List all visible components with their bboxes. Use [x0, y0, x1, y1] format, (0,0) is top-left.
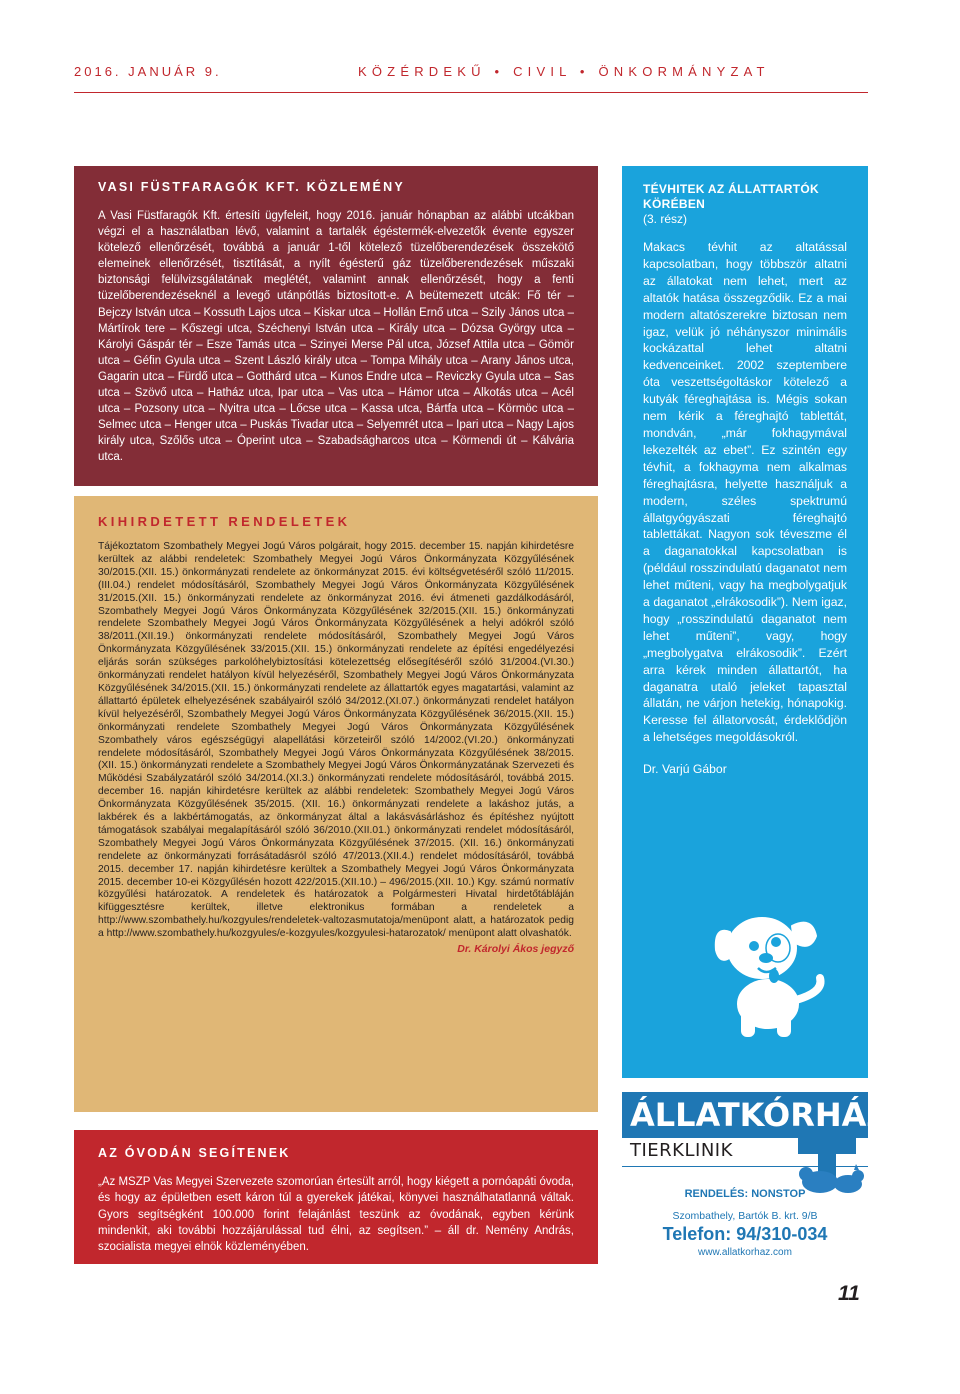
vasi-fustfaragok-notice — [74, 166, 598, 486]
tevhitek-title: TÉVHITEK AZ ÁLLATTARTÓK KÖRÉBEN — [643, 182, 819, 211]
kihirdetett-rendeletek-notice — [74, 496, 598, 1112]
kihirdetett-body: Tájékoztatom Szombathely Megyei Jogú Város polgárait, hogy 2015. december 15. napján kihirdetésre kerültek az alábbi rendeletek: Szombathely Megyei Jogú Város Önkormányzata Közgyűlésének 30/2015.(XII. 15.) önkormányzati rendelete az önkormányzat 2015. évi költségvetéséről szóló 11/2015.(III.04.) rendelet módosításáról, Szombathely Megyei Jogú Város Önkormányzata Közgyűlésének 31/2015.(XII. 15.) önkormányzati rendelete az önkormányzat 2016. évi átmeneti gazdálkodásáról, Szombathely Megyei Jogú Város Önkormányzata Közgyűlésének 32/2015.(XII. 15.) önkormányzati rendelete Szombathely Megyei Jogú Város Önkormányzata Közgyűlésének a helyi adókról szóló 38/2011.(XII.19.) önkormányzati rendelete módosításáról, Szombathely Megyei Jogú Város Önkormányzata Közgyűlésének 33/2015.(XII. 15.) önkormányzati rendelete az építési engedélyezési eljárás során szükséges parkolóhelybiztosítási kötelezettség elősegítéséről szóló 31/2004.(VI.30.) önkormányzati rendelet hatályon kívül helyezéséről, Szombathely Megyei Jogú Város Önkormányzata Közgyűlésének 34/2015.(XII. 15.) önkormányzati rendelete az állattartók egyes magatartási, valamint az állattartó épületek elhelyezésének szabályairól szóló 34/2012.(XI.07.) önkormányzati rendelet hatályon kívül helyezéséről, Szombathely Megyei Jogú Város Önkormányzata Közgyűlésének 36/2015.(XII. 15.) önkormányzati rendelete Szombathely Megyei Jogú Város Önkormányzata Közgyűlésének Szombathely város egészségügyi alapellátási körzeteiről szóló 14/2002.(VI.20.) önkormányzati rendelete módosításáról, Szombathely Megyei Jogú Város Önkormányzata Közgyűlésének 38/2015.(XII. 15.) önkormányzati rendelete a Szombathely Megyei Jogú Város Önkormányzatának Szervezeti és Működési Szabályzatáról szóló 34/2014.(XI.3.) önkormányzati rendelete módosításáról, továbbá 2015. december 16. napján kihirdetésre kerültek az alábbi rendeletek: Szombathely Megyei Jogú Város Önkormányzata Közgyűlésének 35/2015. (XII. 16.) önkormányzati rendelete a lakáshoz jutás, a lakbérek és a lakbértámogatás, az önkormányzat által a lakásvásárláshoz és építéshez nyújtott támogatások szabályai megalapításáról szóló 36/2010.(XII.01.) önkormányzati rendelet módosításáról, Szombathely Megyei Jogú Város Önkormányzata Közgyűlésének 37/2015. (XII. 16.) önkormányzati rendelete az önkormányzati forrásátadásról szóló 47/2013.(XII.4.) rendelet módosításáról, továbbá 2015. december 17. napján kihirdetésre kerültek a Szombathely Megyei Jogú Város Önkormányzata 2015. december 10-ei Közgyűlésén hozott 422/2015.(XII.10.) – 496/2015.(XII. 10.) Kgy. számú normatív közgyűlési határozatok. A rendeletek és határozatok a Polgármesteri Hivatal hirdetőtábláján kifüggesztésre kerültek, illetve elektronikus formában a rendeletek a http://www.szombathely.hu/kozgyules/rendeletek-valtozasmutatoja/menüpont alatt, a határozatok pedig a http://www.szombathely.hu/kozgyules/e-kozgyules/kozgyulesi-hatarozatok/ menüpont alatt olvashatók. — [98, 541, 574, 940]
ad-opening-hours: RENDELÉS: NONSTOP — [684, 1188, 806, 1200]
medical-cross-bar — [798, 1134, 856, 1154]
tevhitek-author: Dr. Varjú Gábor — [643, 762, 727, 777]
ovodan-title: AZ ÓVODÁN SEGÍTENEK — [98, 1146, 291, 1160]
kihirdetett-title: KIHIRDETETT RENDELETEK — [98, 514, 351, 529]
ovodan-body: „Az MSZP Vas Megyei Szervezete szomorúan értesült arról, hogy kiégett a pornóapáti óvoda, és hogy az épületben esett káron túl a gyerekek játékai, könyvei használhatatlanná váltak. Gyors segítségként 100.000 forint felajánlást teszünk az óvodának, egyben kérünk mindenkit, aki további hozzájárulással tud élni, az segítsen.” – áll dr. Nemény András, szocialista megyei elnök közleményében. — [98, 1176, 574, 1254]
allatkorhaz-ad — [622, 1092, 890, 1264]
issue-date: 2016. JANUÁR 9. — [74, 64, 222, 79]
ovodan-segitenek-notice — [74, 1130, 598, 1264]
ad-website: www.allatkorhaz.com — [698, 1247, 792, 1258]
vasi-notice-body: A Vasi Füstfaragók Kft. értesíti ügyfeleit, hogy 2016. január hónapban az alábbi utcákban végzi el a használatban lévő, valamint a tartalék égéstermék-elvezetők évente egyszer kötelező ellenőrzését, továbbá a január 1-től kötelező tüzelőberendezések összekötő elemeinek ellenőrzését, tisztítását, a nyílt égésterű gáz tüzelőberendezések műszaki biztonsági felülvizsgálatának meglétét, valamint annak ellenőrzését, hogy a fenti tüzelőberendezéseknél a levegő utánpótlás biztosított-e. A beütemezett utcák: Fő tér – Bejczy István utca – Kossuth Lajos utca – Kiskar utca – Hollán Ernő utca – Szily János utca – Mártírok tere – Kőszegi utca, Széchenyi István utca – Király utca – Dózsa György utca – Károlyi Gáspár tér – Esze Tamás utca – Szinyei Merse Pál utca, József Attila utca – Gömör utca – Géfin Gyula utca – Szent László király utca – Tompa Mihály utca – Arany János utca, Gagarin utca – Fürdő utca – Gotthárd utca – Kunos Endre utca – Reviczky Gyula utca – Sas utca – Szövő utca – Hatház utca, Ipar utca – Vas utca – Hámor utca – Alkotás utca – Acél utca – Pozsony utca – Nyitra utca – Lőcse utca – Kassa utca, Bártfa utca – Körmöc utca – Selmec utca – Henger utca – Puskás Tivadar utca – Selyemrét utca – Ipari utca – Nagy Lajos király utca, Szőlős utca – Óperint utca – Szabadságharcos utca – Körmendi út – Kálvária utca. — [98, 210, 574, 464]
ad-subtitle: TIERKLINIK — [630, 1140, 733, 1161]
page-number: 11 — [838, 1282, 860, 1305]
vasi-notice-title: VASI FÜSTFARAGÓK KFT. KÖZLEMÉNY — [98, 180, 405, 194]
ad-phone: Telefon: 94/310-034 — [662, 1224, 828, 1244]
ad-title: ÁLLATKÓRHÁZ — [630, 1096, 890, 1134]
section-tagline: KÖZÉRDEKŰ • CIVIL • ÖNKORMÁNYZAT — [358, 64, 770, 79]
kihirdetett-signature: Dr. Károlyi Ákos jegyző — [457, 943, 574, 956]
cartoon-dog-icon — [694, 896, 844, 1046]
tevhitek-body: Makacs tévhit az altatással kapcsolatban, hogy többször altatni az állatokat nem lehet, mert az altatók hatása összegződik. Ez a mai modern altatószerekre biztosan nem igaz, velük jó néhányszor minimális kockázattal lehet altatni kedvenceinket. 2002 szeptembere óta veszettségoltáskor kötelező a kutyák féreghajtása is. Mégis sokan nem kérik a féreghajtó tablettát, mondván, „már fokhagymával lekezelték az ebet”. Ez szintén egy tévhit, a fokhagyma nem alkalmas féreghajtásra, helyette használjuk a modern, széles spektrumú állatgyógyászati féreghajtó tablettákat. Nagyon sok téveszme él a daganatokkal kapcsolatban is (például rosszindulatú daganatot nem lehet műteni, vagy ha megbolygatjuk a daganatot „elrákosodik”). Nem igaz, hogy „rosszindulatú daganatot nem lehet műteni”, vagy, hogy „megbolygatva elrákosodik”. Ezért arra kérek minden állattartót, ha daganatra utaló jeleket tapasztal állatán, ne várjon hetekig, hónapokig. Keresse fel állatorvosát, érdeklődjön a lehetséges megoldásokról. — [643, 240, 847, 745]
header-divider — [74, 92, 868, 93]
ad-address: Szombathely, Bartók B. krt. 9/B — [672, 1210, 818, 1222]
tevhitek-part: (3. rész) — [643, 212, 688, 226]
